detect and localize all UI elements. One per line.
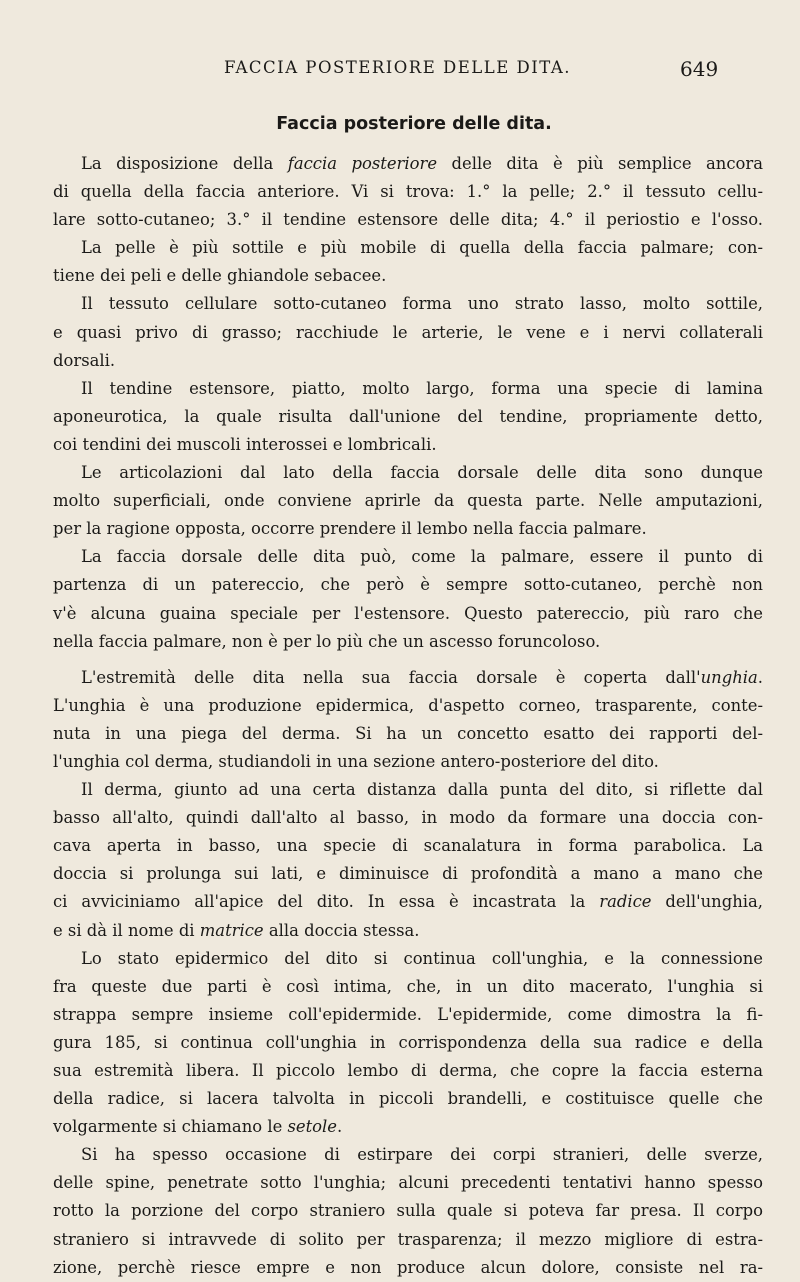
text-line (53, 206, 763, 234)
text-line (53, 1057, 763, 1085)
text-segment: doccia si prolunga sui lati, e diminuisce di profondità a mano a mano che (53, 864, 763, 884)
text-segment: La faccia dorsale delle dita può, come la palmare, essere il punto di (81, 547, 763, 567)
text-segment: partenza di un patereccio, che però è sempre sotto-cutaneo, perchè non (53, 575, 763, 595)
section-title: Faccia posteriore delle dita. (276, 114, 552, 134)
text-line (53, 888, 763, 916)
text-segment: dell'unghia, (651, 892, 763, 912)
text-segment: strappa sempre insieme coll'epidermide. L'epidermide, come dimostra la fi- (53, 1004, 763, 1024)
text-line (53, 720, 763, 748)
text-line (53, 543, 763, 571)
text-segment: fra queste due parti è così intima, che, in un dito macerato, l'unghia si (53, 976, 763, 996)
text-line (53, 692, 763, 720)
text-line (53, 178, 763, 206)
text-segment: molto superficiali, onde conviene aprirle da questa parte. Nelle amputazioni, (53, 491, 763, 511)
text-segment: sua estremità libera. Il piccolo lembo di derma, che copre la faccia esterna (53, 1061, 763, 1080)
body-text (53, 150, 763, 1282)
text-line (53, 459, 763, 487)
text-segment: di quella della faccia anteriore. Vi si trova: 1.° la pelle; 2.° il tessuto cellu- (53, 182, 763, 202)
text-line (53, 832, 763, 860)
text-line (53, 234, 763, 262)
text-segment: rotto la porzione del corpo straniero sulla quale si poteva far presa. Il corpo (53, 1201, 763, 1221)
text-segment: alla doccia stessa. (263, 920, 420, 940)
text-line (53, 776, 763, 804)
text-line (53, 804, 763, 832)
italic-term: radice (599, 892, 652, 912)
text-segment: La disposizione della (81, 154, 288, 173)
text-segment: lare sotto-cutaneo; 3.° il tendine estensore delle dita; 4.° il periostio e l'osso. (53, 210, 763, 230)
text-line (53, 262, 763, 290)
text-segment: gura 185, si continua coll'unghia in corrispondenza della sua radice e della (53, 1032, 763, 1052)
text-line (53, 664, 763, 692)
text-segment: della radice, si lacera talvolta in piccoli brandelli, e costituisce quelle che (53, 1089, 763, 1109)
italic-term: matrice (199, 920, 264, 940)
text-line (53, 1029, 763, 1057)
text-segment: cava aperta in basso, una specie di scanalatura in forma parabolica. La (53, 836, 763, 856)
text-line (53, 917, 763, 945)
text-segment: Il tessuto cellulare sotto-cutaneo forma uno strato lasso, molto sottile, (81, 294, 763, 314)
text-segment: delle dita è più semplice ancora (437, 154, 764, 173)
italic-term: faccia posteriore (287, 154, 438, 173)
text-line (53, 290, 763, 318)
text-line (53, 1197, 763, 1225)
text-segment: delle spine, penetrate sotto l'unghia; alcuni precedenti tentativi hanno spesso (53, 1173, 763, 1193)
text-segment: l'unghia col derma, studiandoli in una sezione antero-posteriore del dito. (53, 751, 659, 771)
text-line (53, 1113, 763, 1141)
text-segment: nella faccia palmare, non è per lo più che un ascesso foruncoloso. (53, 631, 601, 651)
text-line (53, 748, 763, 776)
page-number: 649 (680, 57, 719, 81)
text-segment: La pelle è più sottile e più mobile di quella della faccia palmare; con- (81, 238, 763, 258)
text-segment: L'estremità delle dita nella sua faccia dorsale è coperta dall' (81, 667, 701, 687)
running-title: FACCIA POSTERIORE DELLE DITA. (224, 58, 572, 77)
text-segment: Le articolazioni dal lato della faccia dorsale delle dita sono dunque (81, 463, 763, 483)
text-segment: . (337, 1117, 343, 1137)
text-line (53, 1141, 763, 1169)
text-line (53, 600, 763, 628)
text-segment: coi tendini dei muscoli interossei e lombricali. (53, 434, 437, 454)
text-line (53, 571, 763, 599)
text-line (53, 403, 763, 431)
text-line (53, 1254, 763, 1282)
text-line (53, 973, 763, 1001)
text-line (53, 319, 763, 347)
text-line (53, 1001, 763, 1029)
text-line (53, 150, 763, 178)
text-line (53, 375, 763, 403)
text-segment: e quasi privo di grasso; racchiude le arterie, le vene e i nervi collaterali (53, 322, 763, 342)
text-segment: basso all'alto, quindi dall'alto al basso, in modo da formare una doccia con- (53, 808, 763, 828)
text-segment: tiene dei peli e delle ghiandole sebacee. (53, 266, 387, 286)
italic-term: unghia (700, 667, 758, 687)
text-segment: nuta in una piega del derma. Si ha un concetto esatto dei rapporti del- (53, 723, 763, 743)
text-line (53, 431, 763, 459)
text-line (53, 860, 763, 888)
text-segment: Il derma, giunto ad una certa distanza dalla punta del dito, si riflette dal (81, 780, 763, 800)
text-segment: Lo stato epidermico del dito si continua coll'unghia, e la connessione (81, 948, 763, 968)
text-line (53, 628, 763, 656)
text-segment: v'è alcuna guaina speciale per l'estensore. Questo patereccio, più raro che (53, 603, 763, 623)
text-line (53, 1169, 763, 1197)
italic-term: setole (287, 1117, 337, 1137)
text-line (53, 487, 763, 515)
running-head (0, 58, 800, 84)
text-segment: straniero si intravvede di solito per trasparenza; il mezzo migliore di estra- (53, 1229, 763, 1249)
text-line (53, 1085, 763, 1113)
text-segment: Si ha spesso occasione di estirpare dei corpi stranieri, delle sverze, (81, 1145, 763, 1165)
text-segment: volgarmente si chiamano le (53, 1117, 288, 1137)
text-line (53, 945, 763, 973)
text-segment: ci avviciniamo all'apice del dito. In essa è incastrata la (53, 892, 600, 912)
text-segment: e si dà il nome di (53, 920, 200, 940)
text-segment: aponeurotica, la quale risulta dall'unione del tendine, propriamente detto, (53, 406, 763, 426)
text-line (53, 515, 763, 543)
text-line (53, 347, 763, 375)
text-segment: L'unghia è una produzione epidermica, d'aspetto corneo, trasparente, conte- (53, 695, 763, 715)
text-segment: per la ragione opposta, occorre prendere il lembo nella faccia palmare. (53, 519, 647, 539)
text-segment: . (757, 667, 763, 687)
text-segment: dorsali. (53, 350, 116, 370)
text-segment: Il tendine estensore, piatto, molto largo, forma una specie di lamina (81, 378, 763, 398)
text-segment: zione, perchè riesce empre e non produce alcun dolore, consiste nel ra- (53, 1257, 763, 1277)
text-line (53, 1226, 763, 1254)
